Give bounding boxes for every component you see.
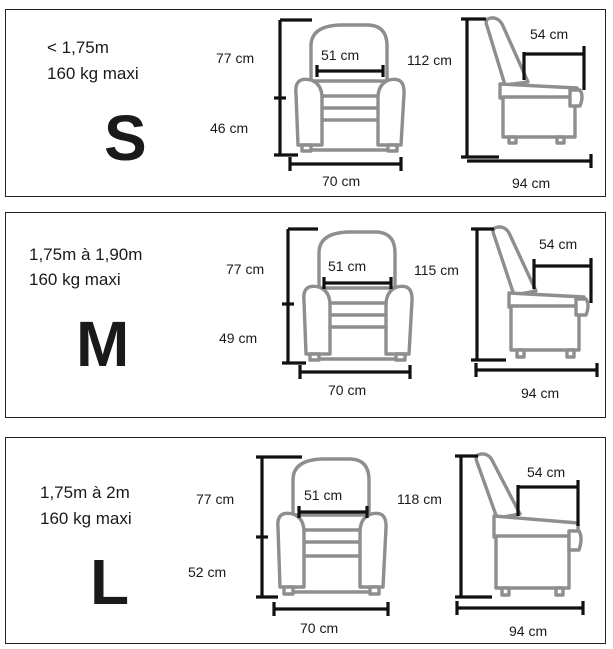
seat-width-m: 51 cm — [328, 258, 367, 274]
user-height-s: < 1,75m — [47, 38, 109, 57]
size-panel-m — [5, 212, 606, 418]
max-weight-m: 160 kg maxi — [29, 270, 121, 289]
total-height-l: 118 cm — [397, 491, 442, 507]
size-letter-m: M — [76, 308, 130, 380]
armchair-front-icon — [296, 25, 404, 151]
total-width-m: 70 cm — [328, 382, 367, 398]
size-letter-s: S — [104, 102, 147, 174]
max-weight-s: 160 kg maxi — [47, 64, 139, 83]
back-height-m: 77 cm — [226, 261, 265, 277]
total-height-m: 115 cm — [414, 262, 459, 278]
seat-width-s: 51 cm — [321, 47, 360, 63]
armchair-front-icon — [278, 459, 386, 594]
front-view-diagram-l — [6, 438, 607, 645]
seat-width-l: 51 cm — [304, 487, 343, 503]
front-view-diagram-m — [6, 213, 607, 419]
seat-depth-m: 54 cm — [539, 236, 578, 252]
back-height-s: 77 cm — [216, 50, 255, 66]
size-letter-l: L — [90, 546, 130, 618]
seat-height-s: 46 cm — [210, 120, 249, 136]
user-height-l: 1,75m à 2m — [40, 483, 130, 502]
total-height-s: 112 cm — [407, 52, 452, 68]
seat-height-l: 52 cm — [188, 564, 227, 580]
front-view-diagram-s — [6, 10, 607, 198]
total-width-l: 70 cm — [300, 620, 339, 636]
total-depth-s: 94 cm — [512, 175, 551, 191]
seat-height-m: 49 cm — [219, 330, 258, 346]
total-width-s: 70 cm — [322, 173, 361, 189]
user-height-m: 1,75m à 1,90m — [29, 245, 143, 264]
back-height-l: 77 cm — [196, 491, 235, 507]
total-depth-m: 94 cm — [521, 385, 560, 401]
size-panel-s — [5, 9, 606, 197]
max-weight-l: 160 kg maxi — [40, 509, 132, 528]
seat-depth-l: 54 cm — [527, 464, 566, 480]
armchair-front-icon — [304, 232, 412, 360]
size-panel-l — [5, 437, 606, 644]
total-depth-l: 94 cm — [509, 623, 548, 639]
seat-depth-s: 54 cm — [530, 26, 569, 42]
